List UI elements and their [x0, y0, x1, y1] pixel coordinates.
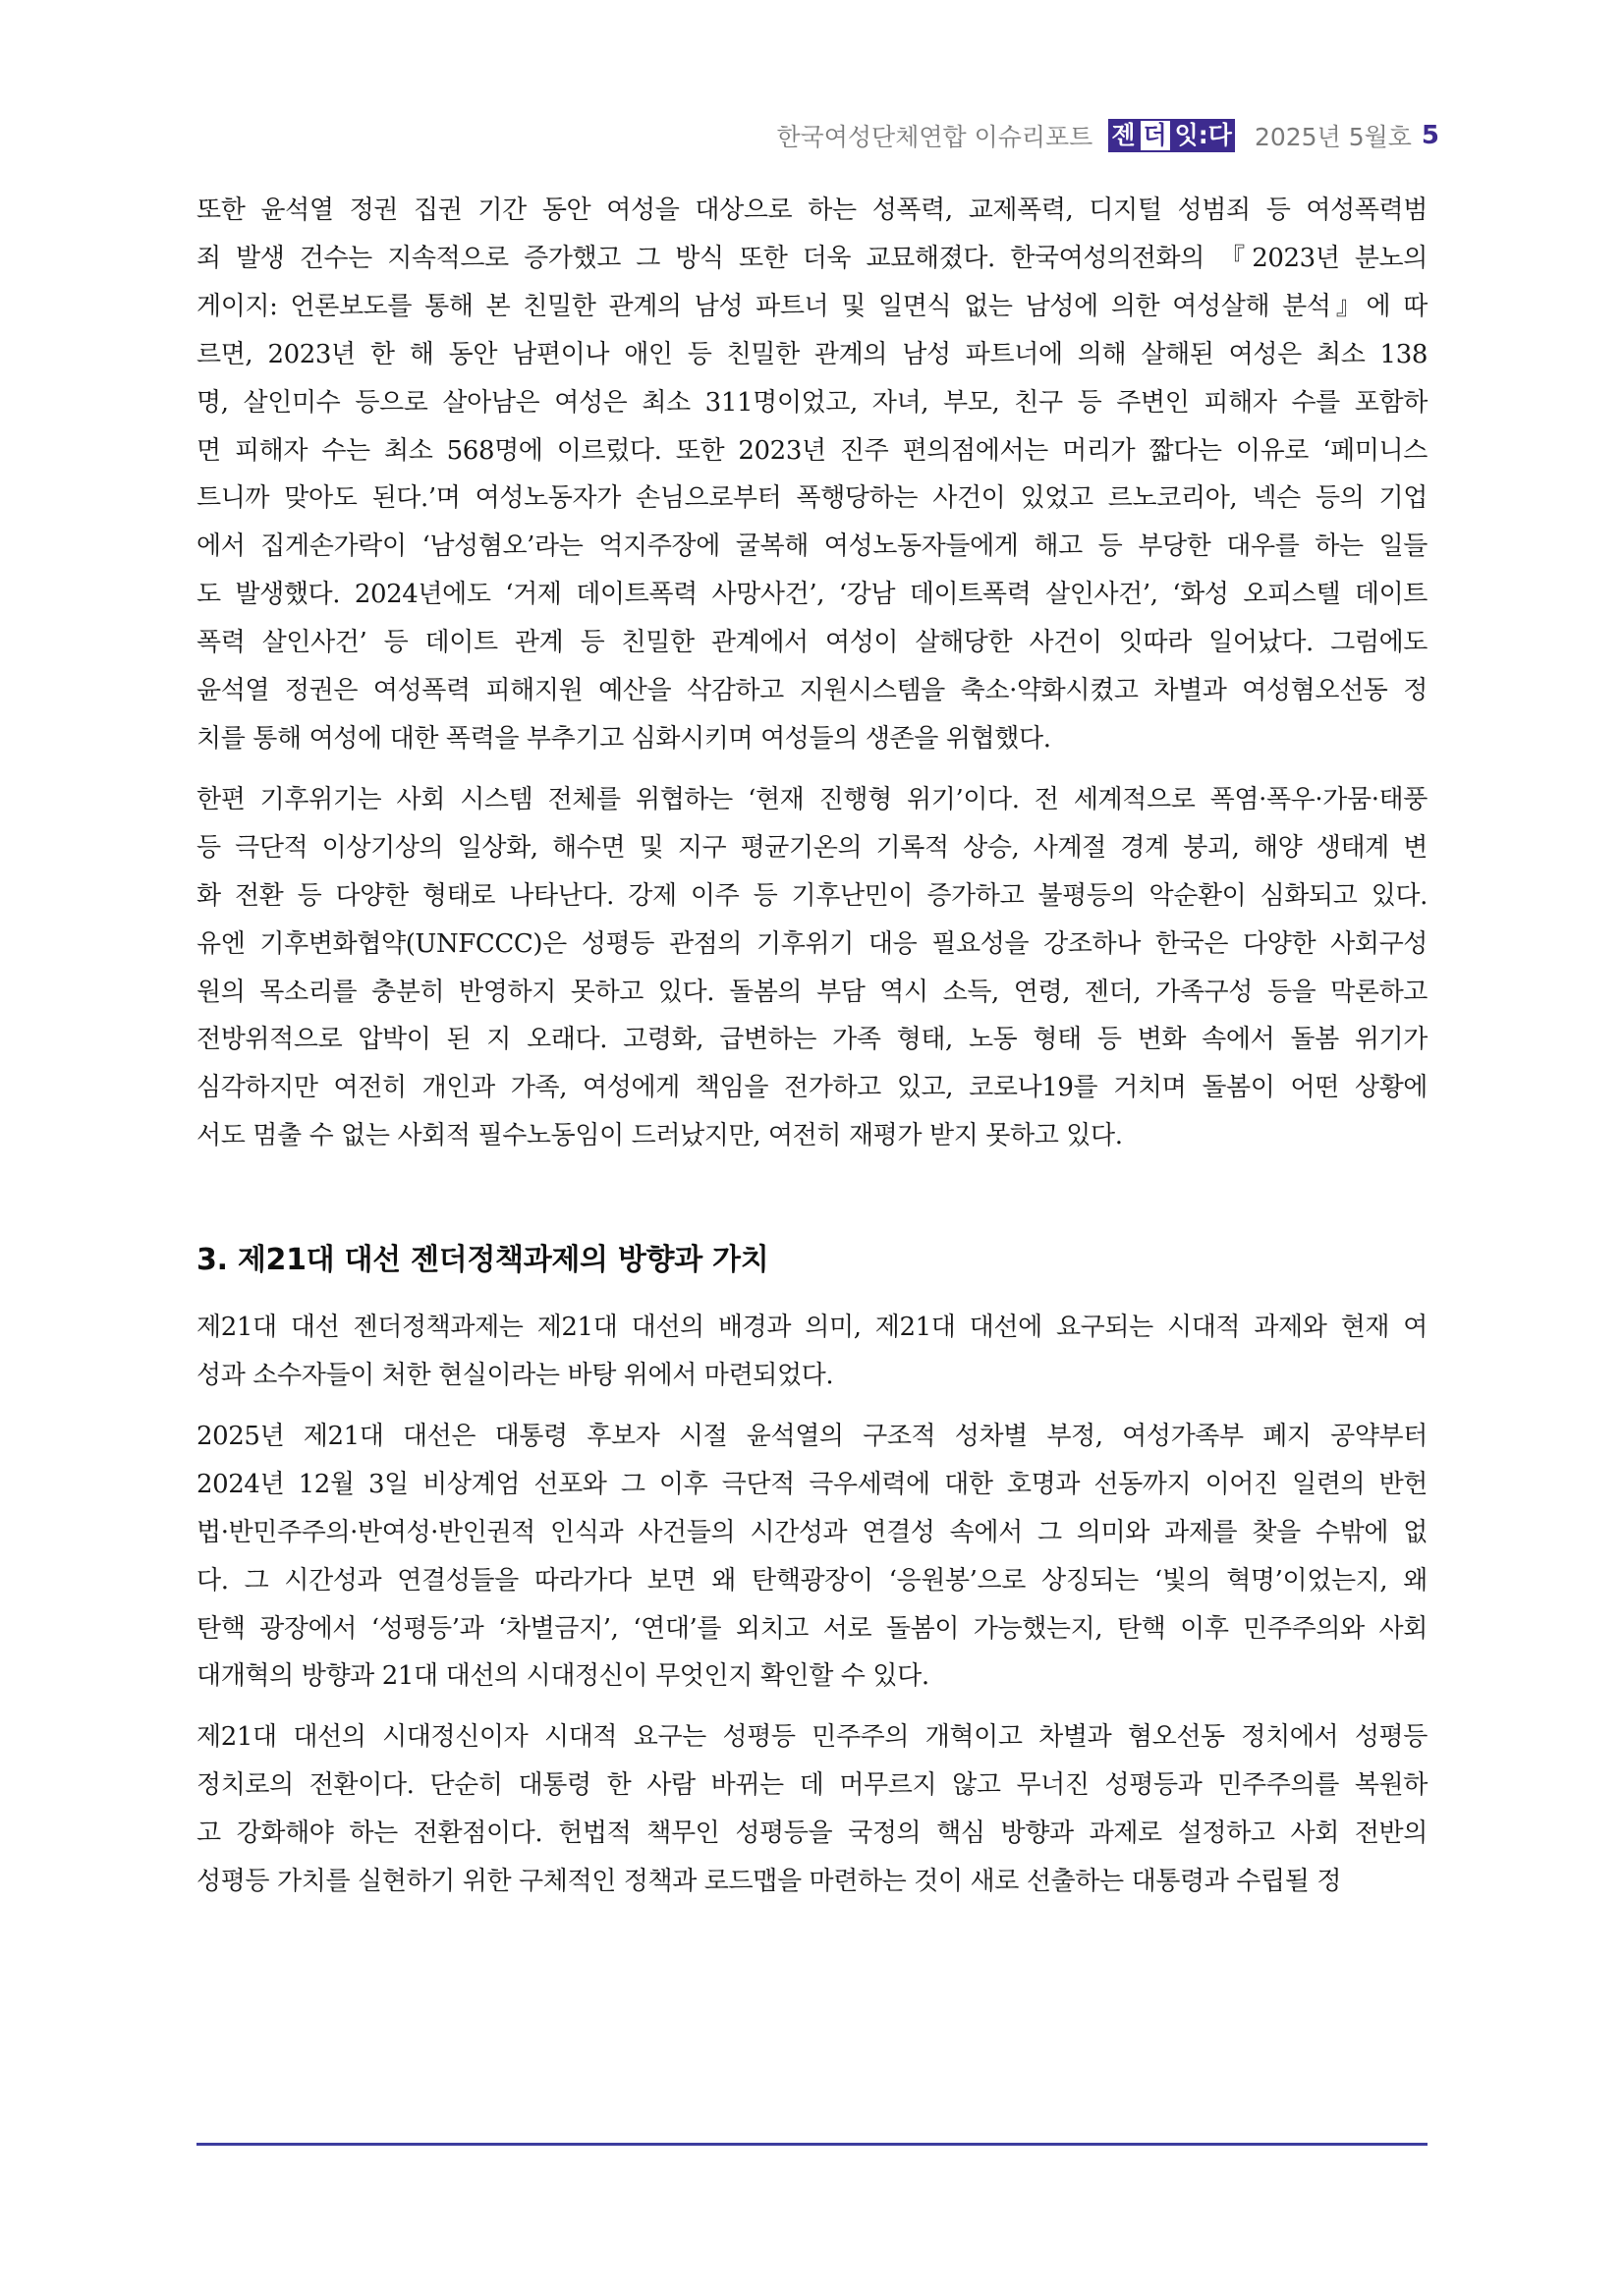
text-line: 고 강화해야 하는 전환점이다. 헌법적 책무인 성평등을 국정의 핵심 방향과 과제로 설정하고 사회 전반의: [196, 1819, 1428, 1849]
text-line: 폭력 살인사건’ 등 데이트 관계 등 친밀한 관계에서 여성이 살해당한 사건이 잇따라 일어났다. 그럼에도: [196, 628, 1428, 658]
brand-part-2: 더: [1139, 119, 1172, 152]
text-line: 서도 멈출 수 없는 사회적 필수노동임이 드러났지만, 여전히 재평가 받지 못하고 있다.: [196, 1121, 1123, 1151]
paragraph: [196, 187, 1428, 763]
text-line: 2024년 12월 3일 비상계엄 선포와 그 이후 극단적 극우세력에 대한 호명과 선동까지 이어진 일련의 반헌: [196, 1469, 1428, 1499]
text-line: 면 피해자 수는 최소 568명에 이르렀다. 또한 2023년 진주 편의점에서는 머리가 짧다는 이유로 ‘페미니스: [196, 435, 1428, 466]
page-header: [776, 116, 1439, 155]
text-line: 법·반민주주의·반여성·반인권적 인식과 사건들의 시간성과 연결성 속에서 그 의미와 과제를 찾을 수밖에 없: [196, 1517, 1428, 1547]
brand-logo: [1108, 119, 1235, 152]
text-line: 윤석열 정권은 여성폭력 피해지원 예산을 삭감하고 지원시스템을 축소·약화시켰고 차별과 여성혐오선동 정: [196, 676, 1428, 706]
text-line: 다. 그 시간성과 연결성들을 따라가다 보면 왜 탄핵광장이 ‘응원봉’으로 상징되는 ‘빛의 혁명’이었는지, 왜: [196, 1565, 1428, 1596]
text-line: 트니까 맞아도 된다.’며 여성노동자가 손님으로부터 폭행당하는 사건이 있었고 르노코리아, 넥슨 등의 기업: [196, 483, 1428, 514]
brand-part-1: 젠: [1108, 119, 1138, 152]
paragraph: [196, 1713, 1428, 1906]
text-line: 제21대 대선 젠더정책과제는 제21대 대선의 배경과 의미, 제21대 대선에 요구되는 시대적 과제와 현재 여: [196, 1313, 1428, 1343]
text-line: 명, 살인미수 등으로 살아남은 여성은 최소 311명이었고, 자녀, 부모, 친구 등 주변인 피해자 수를 포함하: [196, 387, 1428, 418]
intro-paragraphs: [196, 187, 1428, 1160]
text-line: 2025년 제21대 대선은 대통령 후보자 시절 윤석열의 구조적 성차별 부정, 여성가족부 폐지 공약부터: [196, 1421, 1428, 1451]
section-paragraphs: [196, 1304, 1428, 1906]
brand-part-3: 잇:다: [1172, 119, 1235, 152]
text-line: 성평등 가치를 실현하기 위한 구체적인 정책과 로드맵을 마련하는 것이 새로 선출하는 대통령과 수립될 정: [196, 1867, 1342, 1897]
text-line: 탄핵 광장에서 ‘성평등’과 ‘차별금지’, ‘연대’를 외치고 서로 돌봄이 가능했는지, 탄핵 이후 민주주의와 사회: [196, 1613, 1428, 1644]
text-line: 정치로의 전환이다. 단순히 대통령 한 사람 바뀌는 데 머무르지 않고 무너진 성평등과 민주주의를 복원하: [196, 1770, 1428, 1801]
text-line: 또한 윤석열 정권 집권 기간 동안 여성을 대상으로 하는 성폭력, 교제폭력, 디지털 성범죄 등 여성폭력범: [196, 196, 1428, 225]
text-line: 심각하지만 여전히 개인과 가족, 여성에게 책임을 전가하고 있고, 코로나19를 거치며 돌봄이 어떤 상황에: [196, 1073, 1428, 1103]
text-line: 에서 집게손가락이 ‘남성혐오’라는 억지주장에 굴복해 여성노동자들에게 해고 등 부당한 대우를 하는 일들: [196, 532, 1428, 562]
section-title: 3. 제21대 대선 젠더정책과제의 방향과 가치: [196, 1243, 769, 1278]
text-line: 대개혁의 방향과 21대 대선의 시대정신이 무엇인지 확인할 수 있다.: [196, 1661, 929, 1692]
text-line: 전방위적으로 압박이 된 지 오래다. 고령화, 급변하는 가족 형태, 노동 형태 등 변화 속에서 돌봄 위기가: [196, 1025, 1428, 1055]
text-line: 화 전환 등 다양한 형태로 나타난다. 강제 이주 등 기후난민이 증가하고 불평등의 악순환이 심화되고 있다.: [196, 880, 1428, 911]
text-line: 게이지: 언론보도를 통해 본 친밀한 관계의 남성 파트너 및 일면식 없는 남성에 의한 여성살해 분석』에 따: [196, 291, 1428, 321]
header-date: 2025년 5월호: [1254, 123, 1412, 151]
paragraph: [196, 1304, 1428, 1400]
paragraph: [196, 1413, 1428, 1701]
document-body: [196, 187, 1428, 1919]
paragraph: [196, 776, 1428, 1160]
text-line: 죄 발생 건수는 지속적으로 증가했고 그 방식 또한 더욱 교묘해졌다. 한국여성의전화의 『2023년 분노의: [196, 243, 1428, 273]
text-line: 도 발생했다. 2024년에도 ‘거제 데이트폭력 사망사건’, ‘강남 데이트폭력 살인사건’, ‘화성 오피스텔 데이트: [196, 580, 1428, 610]
text-line: 한편 기후위기는 사회 시스템 전체를 위협하는 ‘현재 진행형 위기’이다. 전 세계적으로 폭염·폭우·가뭄·태풍: [196, 784, 1428, 814]
text-line: 성과 소수자들이 처한 현실이라는 바탕 위에서 마련되었다.: [196, 1361, 834, 1391]
text-line: 제21대 대선의 시대정신이자 시대적 요구는 성평등 민주주의 개혁이고 차별과 혐오선동 정치에서 성평등: [196, 1722, 1428, 1753]
header-org: 한국여성단체연합 이슈리포트: [776, 123, 1093, 151]
bottom-rule: [196, 2143, 1428, 2146]
text-line: 등 극단적 이상기상의 일상화, 해수면 및 지구 평균기온의 기록적 상승, 사계절 경계 붕괴, 해양 생태계 변: [196, 832, 1428, 863]
text-line: 원의 목소리를 충분히 반영하지 못하고 있다. 돌봄의 부담 역시 소득, 연령, 젠더, 가족구성 등을 막론하고: [196, 977, 1428, 1007]
text-line: 치를 통해 여성에 대한 폭력을 부추기고 심화시키며 여성들의 생존을 위협했다.: [196, 723, 1051, 754]
text-line: 르면, 2023년 한 해 동안 남편이나 애인 등 친밀한 관계의 남성 파트너에 의해 살해된 여성은 최소 138: [196, 339, 1428, 369]
page-number: 5: [1421, 121, 1439, 150]
text-line: 유엔 기후변화협약(UNFCCC)은 성평등 관점의 기후위기 대응 필요성을 강조하나 한국은 다양한 사회구성: [196, 928, 1428, 959]
